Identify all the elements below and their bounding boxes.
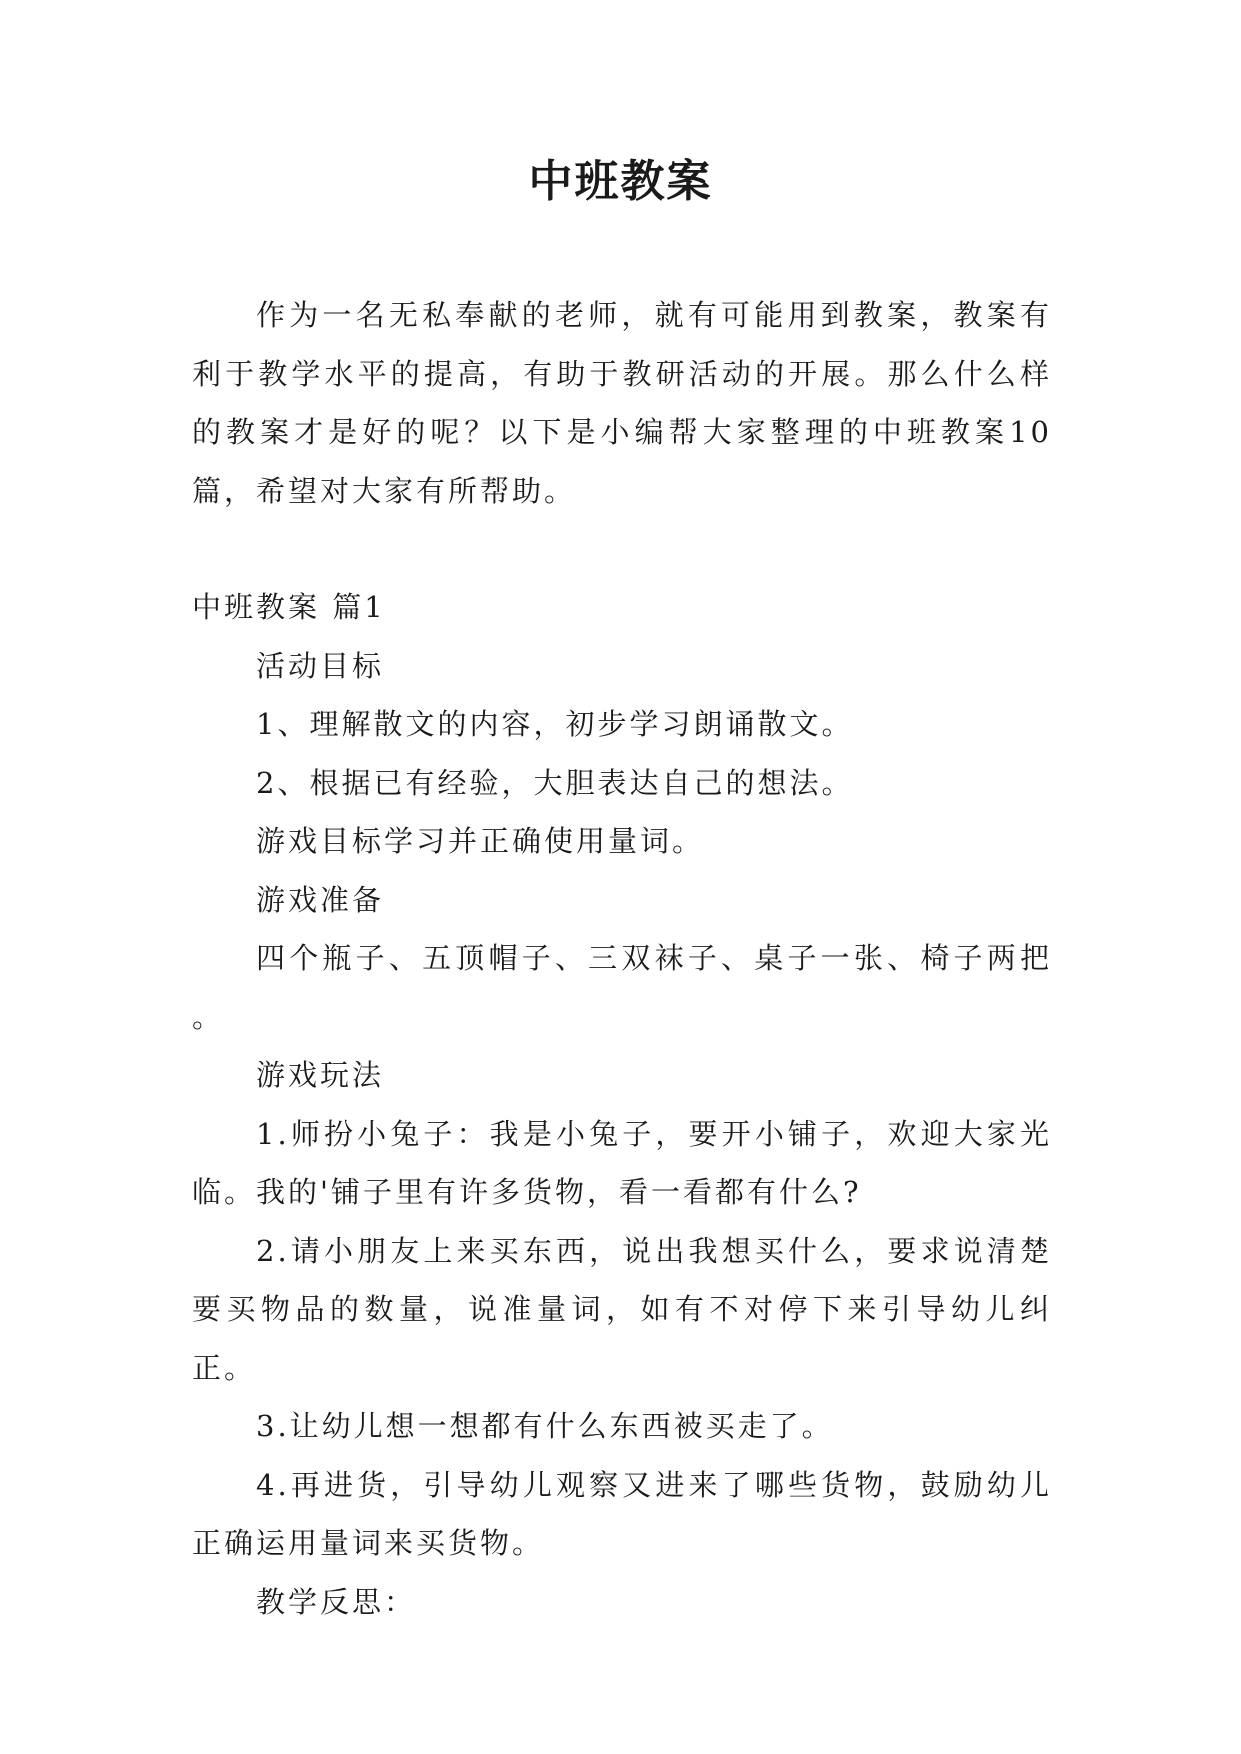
document-title: 中班教案 (528, 156, 713, 207)
document-body (192, 286, 1052, 1631)
paragraph: 2、根据已有经验，大胆表达自己的想法。 (256, 765, 854, 800)
paragraph: 1、理解散文的内容，初步学习朗诵散文。 (256, 707, 854, 741)
paragraph: 教学反思： (256, 1584, 417, 1619)
paragraph: 2.请小朋友上来买东西，说出我想买什么，要求说清楚要买物品的数量，说准量词，如有不对停下来引导幼儿纠正。 (192, 1233, 1052, 1385)
paragraph: 4.再进货，引导幼儿观察又进来了哪些货物，鼓励幼儿正确运用量词来买货物。 (192, 1467, 1052, 1560)
paragraph: 活动目标 (256, 648, 385, 683)
paragraph: 游戏玩法 (256, 1058, 385, 1092)
section-heading: 中班教案 篇1 (192, 590, 386, 624)
paragraph: 游戏准备 (256, 882, 385, 917)
paragraph: 四个瓶子、五顶帽子、三双袜子、桌子一张、椅子两把 。 (192, 941, 1052, 1034)
paragraph: 3.让幼儿想一想都有什么东西被买走了。 (256, 1409, 834, 1443)
paragraph: 1.师扮小兔子：我是小兔子，要开小铺子，欢迎大家光临。我的'铺子里有许多货物，看一看都有什么? (192, 1116, 1052, 1209)
intro-paragraph: 作为一名无私奉献的老师，就有可能用到教案，教案有利于教学水平的提高，有助于教研活动的开展。那么什么样的教案才是好的呢？以下是小编帮大家整理的中班教案10篇，希望对大家有所帮助。 (192, 298, 1052, 508)
paragraph: 游戏目标学习并正确使用量词。 (256, 824, 705, 858)
